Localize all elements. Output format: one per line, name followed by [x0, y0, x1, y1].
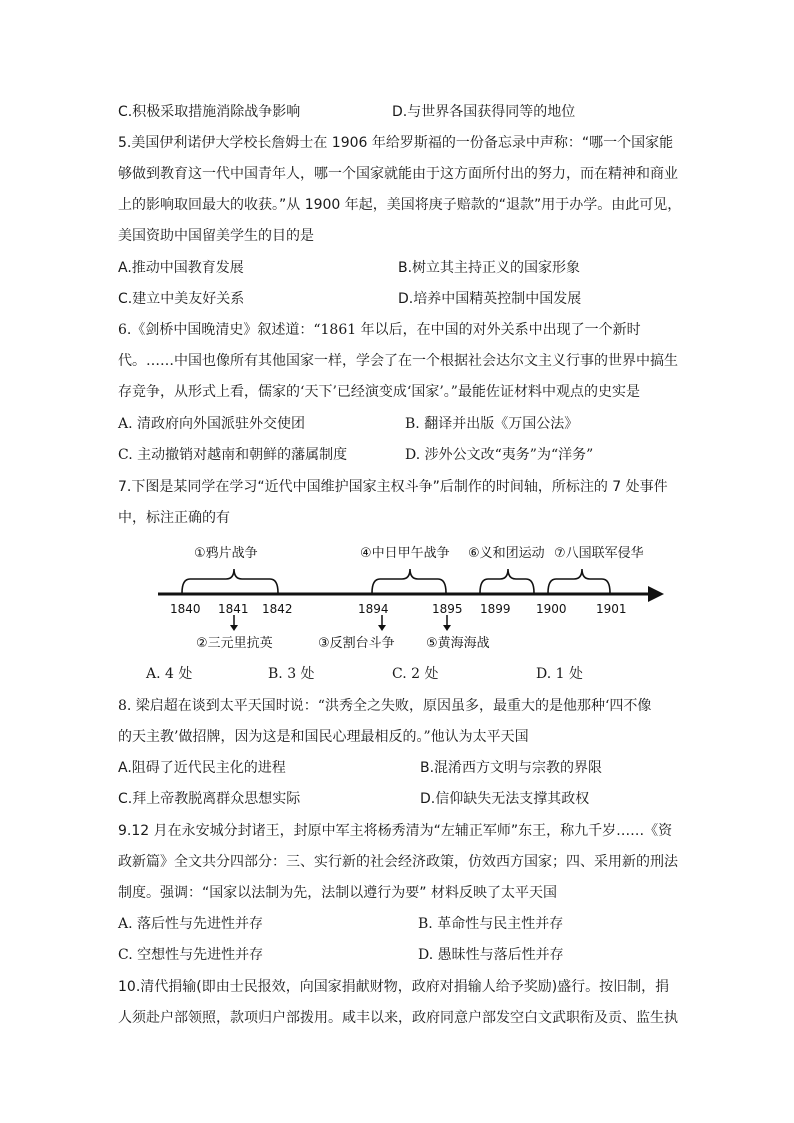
q9-option-b: B. 革命性与民主性并存 — [418, 916, 564, 932]
year-label: 1901 — [596, 602, 627, 616]
q5-stem-line: 美国资助中国留美学生的目的是 — [118, 228, 314, 244]
q7-option-b: B. 3 处 — [268, 666, 315, 682]
q8-stem-line: 的天主教’做招牌，因为这是和国民心理最相反的。”他认为太平天国 — [118, 729, 529, 745]
timeline-arrowhead — [648, 586, 664, 602]
year-label: 1840 — [170, 602, 201, 616]
q6-option-d: D. 涉外公文改“夷务”为“洋务” — [405, 447, 594, 463]
event-yellow-sea: ⑤黄海海战 — [426, 636, 490, 651]
q8-option-d: D.信仰缺失无法支撑其政权 — [420, 791, 590, 807]
q9-option-c: C. 空想性与先进性并存 — [118, 947, 264, 963]
q6-stem-line: 存竞争，从形式上看，儒家的‘天下’已经演变成‘国家’。”最能佐证材料中观点的史实是 — [118, 384, 640, 400]
year-label: 1899 — [480, 602, 511, 616]
brace-boxer-movement — [480, 569, 534, 593]
q8-option-c: C.拜上帝教脱离群众思想实际 — [118, 791, 301, 807]
q7-option-c: C. 2 处 — [392, 666, 439, 682]
year-label: 1841 — [218, 602, 249, 616]
timeline-diagram — [150, 535, 670, 655]
event-boxer-movement: ⑥义和团运动 — [468, 546, 545, 561]
brace-opium-war — [182, 569, 278, 593]
q5-option-b: B.树立其主持正义的国家形象 — [398, 260, 581, 276]
q4-option-d: D.与世界各国获得同等的地位 — [392, 104, 576, 120]
brace-eight-nation-alliance — [548, 569, 610, 593]
q8-option-b: B.混淆西方文明与宗教的界限 — [420, 760, 603, 776]
q9-option-d: D. 愚昧性与落后性并存 — [418, 947, 564, 963]
q10-stem-line: 人须赴户部领照，款项归户部拨用。咸丰以来，政府同意户部发空白文武职衔及贡、监生执 — [118, 1010, 678, 1026]
q5-option-c: C.建立中美友好关系 — [118, 291, 245, 307]
year-label: 1894 — [358, 602, 389, 616]
arrow-sanyuanli-head — [230, 625, 238, 631]
q5-option-a: A.推动中国教育发展 — [118, 260, 244, 276]
q6-stem-line: 代。……中国也像所有其他国家一样，学会了在一个根据社会达尔文主义行事的世界中搞生 — [118, 353, 678, 369]
arrow-yellow-sea-head — [443, 625, 451, 631]
q9-option-a: A. 落后性与先进性并存 — [118, 916, 264, 932]
q10-stem-line: 10.清代捐输(即由士民报效，向国家捐献财物，政府对捐输人给予奖励)盛行。按旧制，捐 — [118, 979, 670, 995]
event-opium-war: ①鸦片战争 — [194, 546, 258, 561]
q5-stem-line: 上的影响取回最大的收获。”从 1900 年起，美国将庚子赔款的“退款”用于办学。由此可见， — [118, 197, 682, 213]
q8-option-a: A.阻碍了近代民主化的进程 — [118, 760, 286, 776]
q4-option-c: C.积极采取措施消除战争影响 — [118, 104, 301, 120]
q6-option-b: B. 翻译并出版《万国公法》 — [405, 416, 579, 432]
q5-stem-line: 够做到教育这一代中国青年人，哪一个国家就能由于这方面所付出的努力，而在精神和商业 — [118, 166, 678, 182]
event-anti-cession: ③反割台斗争 — [318, 636, 395, 651]
q7-option-a: A. 4 处 — [146, 666, 193, 682]
q6-stem-line: 6.《剑桥中国晚清史》叙述道：“1861 年以后，在中国的对外关系中出现了一个新时 — [118, 322, 641, 338]
q9-stem-line: 政新篇》全文共分四部分：三、实行新的社会经济政策，仿效西方国家；四、采用新的刑法 — [118, 854, 678, 870]
q8-stem-line: 8. 梁启超在谈到太平天国时说：“洪秀全之失败，原因虽多，最重大的是他那种‘四不像 — [118, 698, 652, 714]
q7-option-d: D. 1 处 — [536, 666, 583, 682]
q6-option-c: C. 主动撤销对越南和朝鲜的藩属制度 — [118, 447, 348, 463]
brace-sino-japanese-war — [372, 569, 446, 593]
q6-option-a: A. 清政府向外国派驻外交使团 — [118, 416, 306, 432]
event-sanyuanli: ②三元里抗英 — [196, 636, 273, 651]
q9-stem-line: 9.12 月在永安城分封诸王，封原中军主将杨秀清为“左辅正军师”东王，称九千岁……《资 — [118, 823, 673, 839]
year-label: 1900 — [536, 602, 567, 616]
event-sino-japanese-war: ④中日甲午战争 — [360, 546, 450, 561]
event-eight-nation-alliance: ⑦八国联军侵华 — [554, 546, 644, 561]
q9-stem-line: 制度。强调：“国家以法制为先，法制以遵行为要” 材料反映了太平天国 — [118, 885, 557, 901]
q5-stem-line: 5.美国伊利诺伊大学校长詹姆士在 1906 年给罗斯福的一份备忘录中声称：“哪一个国家能 — [118, 135, 674, 151]
year-label: 1842 — [262, 602, 293, 616]
q7-stem-line: 中，标注正确的有 — [118, 510, 230, 526]
arrow-anti-cession-head — [378, 625, 386, 631]
q7-stem-line: 7.下图是某同学在学习“近代中国维护国家主权斗争”后制作的时间轴，所标注的 7 处事件 — [118, 479, 668, 495]
year-label: 1895 — [432, 602, 463, 616]
q5-option-d: D.培养中国精英控制中国发展 — [398, 291, 582, 307]
